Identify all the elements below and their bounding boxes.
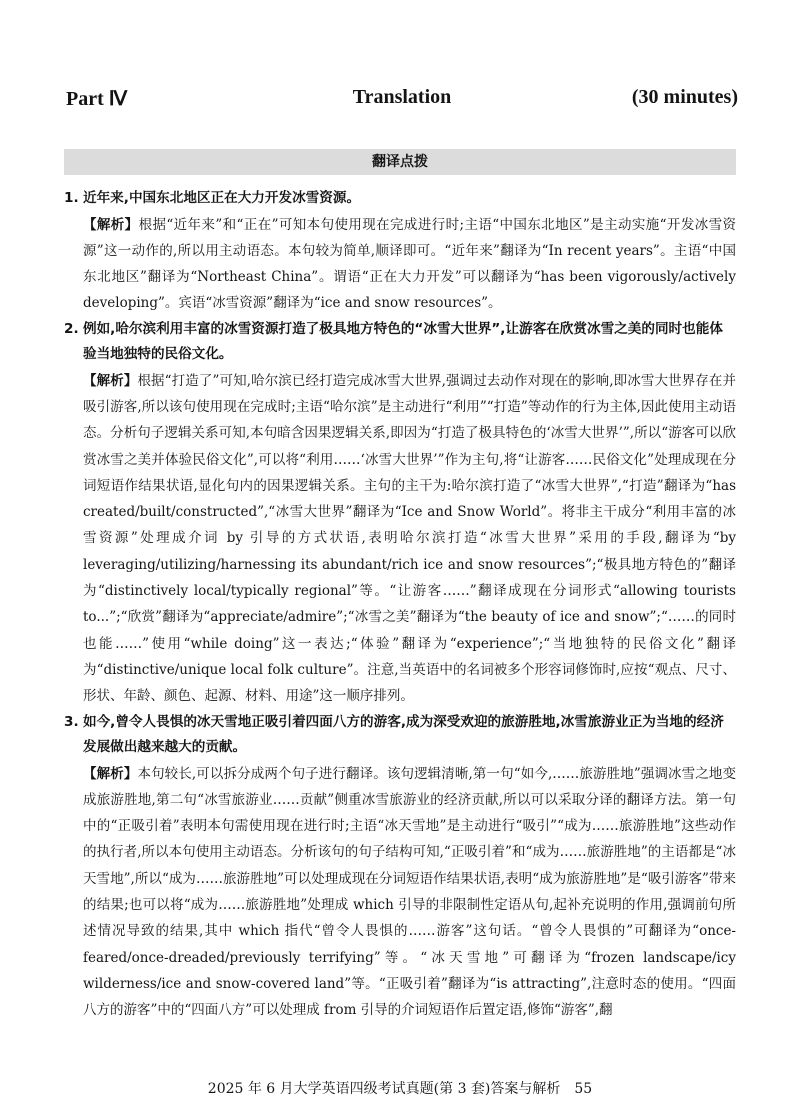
analysis-text: 本句较长,可以拆分成两个句子进行翻译。该句逻辑清晰,第一句“如今,……旅游胜地”强调冰雪之地变成旅游胜地,第二句“冰雪旅游业……贡献”侧重冰雪旅游业的经济贡献,所以可以采取分译的翻译方法。第一句中的“正吸引着”表明本句需使用现在进行时;主语“冰天雪地”是主动进行“吸引”“成为……旅游胜地”这些动作的执行者,所以本句使用主动语态。分析该句的句子结构可知,“正吸引着”和“成为……旅游胜地”的主语都是“冰天雪地”,所以“成为……旅游胜地”可以处理成现在分词短语作结果状语,表明“成为旅游胜地”是“吸引游客”带来的结果;也可以将“成为……旅游胜地”处理成 which 引导的非限制性定语从句,起补充说明的作用,强调前句所述情况导致的结果,其中 which 指代“曾令人畏惧的……游客”这句话。“曾令人畏惧的”可翻译为“once-feared/once-dreaded/previously terrifying”等。“冰天雪地”可翻译为“frozen landscape/icy wilderness/ice and snow-covered land”等。“正吸引着”翻译为“is attracting”,注意时态的使用。“四面八方的游客”中的“四面八方”可以处理成 from 引导的介词短语作后置定语,修饰“游客”,翻 (83, 765, 736, 1019)
section-banner: 翻译点拨 (64, 149, 736, 175)
part-header (66, 86, 738, 116)
part-number: Part Ⅳ (66, 88, 128, 110)
analysis (64, 761, 736, 1024)
analysis-tag: 【解析】 (83, 765, 138, 782)
item-number: 1. (64, 190, 79, 206)
source-sentence (64, 317, 736, 368)
translation-notes (64, 186, 736, 1024)
analysis-tag: 【解析】 (83, 216, 139, 233)
analysis-text: 根据“打造了”可知,哈尔滨已经打造完成冰雪大世界,强调过去动作对现在的影响,即冰雪大世界存在并吸引游客,所以该句使用现在完成时;主语“哈尔滨”是主动进行“利用”“打造”等动作的行为主体,因此使用主动语态。分析句子逻辑关系可知,本句暗含因果逻辑关系,即因为“打造了极具特色的‘冰雪大世界’”,所以“游客可以欣赏冰雪之美并体验民俗文化”,可以将“利用……‘冰雪大世界’”作为主句,将“让游客……民俗文化”处理成现在分词短语作结果状语,显化句内的因果逻辑关系。主句的主干为:哈尔滨打造了“冰雪大世界”,“打造”翻译为“has created/built/constructed”,“冰雪大世界”翻译为“Ice and Snow World”。将非主干成分“利用丰富的冰雪资源”处理成介词 by 引导的方式状语,表明哈尔滨打造“冰雪大世界”采用的手段,翻译为“by leveraging/utilizing/harnessing its abundant/rich ice and snow resources”;“极具地方特色的”翻译为“distinctively local/typically regional”等。“让游客……”翻译成现在分词形式“allowing tourists to...”;“欣赏”翻译为“appreciate/admire”;“冰雪之美”翻译为“the beauty of ice and snow”;“……的同时也能……”使用“while doing”这一表达;“体验”翻译为“experience”;“当地独特的民俗文化”翻译为“distinctive/unique local folk culture”。注意,当英语中的名词被多个形容词修饰时,应按“观点、尺寸、形状、年龄、颜色、起源、材料、用途”这一顺序排列。 (83, 372, 737, 705)
analysis-tag: 【解析】 (83, 372, 138, 389)
page-footer: 2025 年 6 月大学英语四级考试真题(第 3 套)答案与解析 55 (207, 1081, 593, 1097)
item-number: 2. (64, 320, 79, 337)
question-text: 例如,哈尔滨利用丰富的冰雪资源打造了极具地方特色的“冰雪大世界”,让游客在欣赏冰雪之美的同时也能体验当地独特的民俗文化。 (83, 320, 723, 363)
analysis (64, 212, 736, 317)
item-number: 3. (64, 713, 79, 730)
question-text: 近年来,中国东北地区正在大力开发冰雪资源。 (83, 190, 361, 206)
source-sentence (64, 710, 736, 761)
time-limit: (30 minutes) (631, 86, 738, 108)
question-text: 如今,曾令人畏惧的冰天雪地正吸引着四面八方的游客,成为深受欢迎的旅游胜地,冰雪旅游业正为当地的经济发展做出越来越大的贡献。 (83, 713, 724, 756)
source-sentence (64, 186, 736, 212)
note-item-2 (64, 317, 736, 710)
note-item-3 (64, 710, 736, 1024)
note-item-1 (64, 186, 736, 317)
part-title: Translation (352, 86, 452, 108)
analysis (64, 368, 736, 710)
analysis-text: 根据“近年来”和“正在”可知本句使用现在完成进行时;主语“中国东北地区”是主动实施“开发冰雪资源”这一动作的,所以用主动语态。本句较为简单,顺译即可。“近年来”翻译为“In recent years”。主语“中国东北地区”翻译为“Northeast China”。谓语“正在大力开发”可以翻译为“has been vigorously/actively developing”。宾语“冰雪资源”翻译为“ice and snow resources”。 (83, 216, 737, 312)
